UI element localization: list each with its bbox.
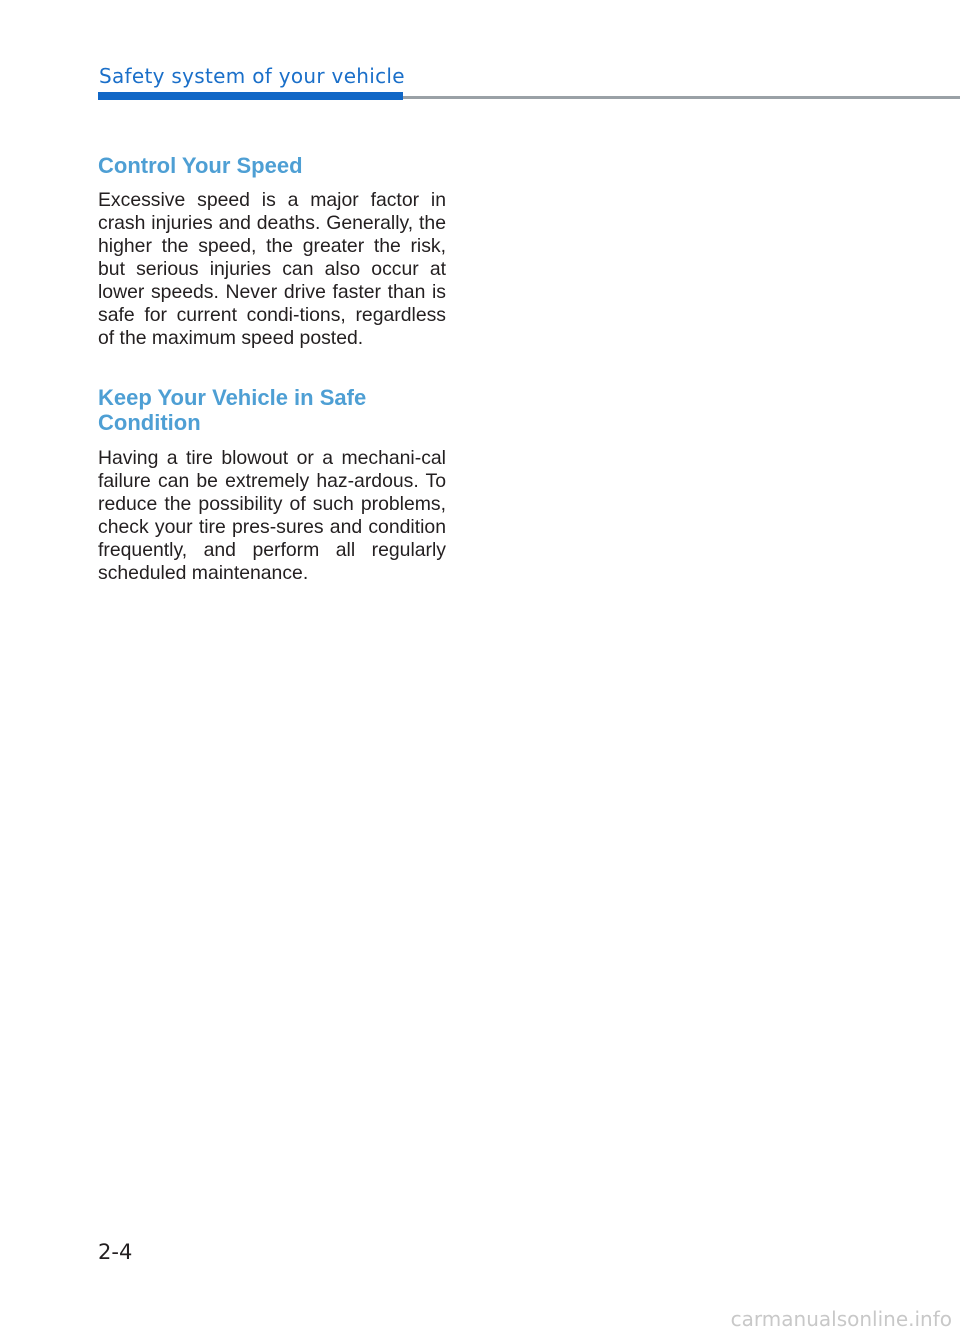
heading-keep-vehicle-safe (98, 385, 446, 435)
page-number: 2-4 (98, 1240, 133, 1264)
paragraph-control-your-speed: Excessive speed is a major factor in crash injuries and deaths. Generally, the higher the speed, the greater the risk, but serious injuries can also occur at lower speeds. Never drive faster than is safe for current condi-tions, regardless of the maximum speed posted. (98, 189, 446, 349)
watermark: carmanualsonline.info (730, 1307, 952, 1331)
header-accent-bar (98, 92, 403, 100)
section-title: Safety system of your vehicle (99, 64, 405, 88)
paragraph-keep-vehicle-safe: Having a tire blowout or a mechani-cal failure can be extremely haz-ardous. To reduce the possibility of such problems, check your tire pres-sures and condition frequently, and perform all regularly scheduled maintenance. (98, 447, 446, 584)
main-content (98, 152, 446, 585)
page-header (0, 0, 960, 110)
heading-line-2: Condition (98, 410, 201, 435)
heading-line-1: Keep Your Vehicle in Safe (98, 385, 367, 410)
header-rule (403, 96, 960, 99)
heading-control-your-speed: Control Your Speed (98, 153, 303, 178)
